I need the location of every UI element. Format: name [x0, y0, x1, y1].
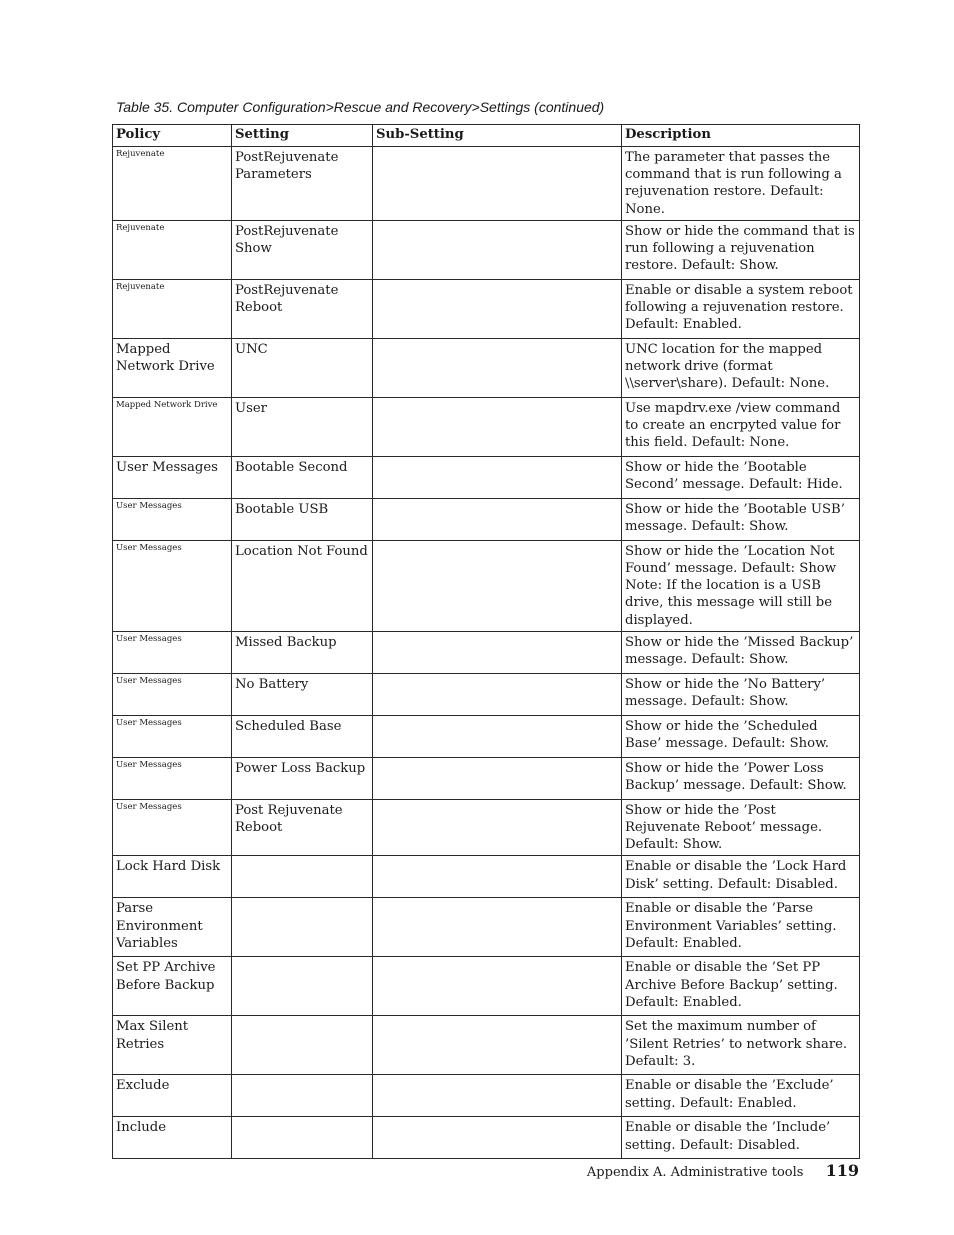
description-cell: Show or hide the ’Bootable USB’ message. Default: Show.: [622, 498, 860, 540]
setting-cell: Bootable USB: [232, 498, 373, 540]
sub-setting-cell: [373, 338, 622, 397]
table-row: [113, 147, 860, 221]
policy-cell: Parse Environment Variables: [113, 898, 232, 957]
sub-setting-cell: [373, 856, 622, 898]
policy-cell: User Messages: [113, 799, 232, 856]
setting-cell: [232, 856, 373, 898]
sub-setting-cell: [373, 540, 622, 631]
column-header-description: Description: [622, 125, 860, 147]
sub-setting-cell: [373, 147, 622, 221]
description-cell: Use mapdrv.exe /view command to create an encrpyted value for this field. Default: None.: [622, 397, 860, 456]
setting-cell: Post Rejuvenate Reboot: [232, 799, 373, 856]
policy-table: [112, 124, 860, 1159]
policy-cell: User Messages: [113, 540, 232, 631]
setting-cell: [232, 898, 373, 957]
description-cell: UNC location for the mapped network drive (format \\server\share). Default: None.: [622, 338, 860, 397]
column-header-sub-setting: Sub-Setting: [373, 125, 622, 147]
policy-cell: User Messages: [113, 673, 232, 715]
sub-setting-cell: [373, 799, 622, 856]
description-cell: Show or hide the ’No Battery’ message. Default: Show.: [622, 673, 860, 715]
description-cell: Show or hide the ’Location Not Found’ message. Default: Show Note: If the location is a USB drive, this message will still be displayed.: [622, 540, 860, 631]
sub-setting-cell: [373, 673, 622, 715]
policy-cell: User Messages: [113, 456, 232, 498]
setting-cell: UNC: [232, 338, 373, 397]
table-row: [113, 1117, 860, 1159]
description-cell: Show or hide the command that is run following a rejuvenation restore. Default: Show.: [622, 220, 860, 279]
policy-cell: Max Silent Retries: [113, 1016, 232, 1075]
policy-cell: User Messages: [113, 498, 232, 540]
table-header-row: [113, 125, 860, 147]
table-row: [113, 631, 860, 673]
description-cell: Enable or disable the ’Parse Environment Variables’ setting. Default: Enabled.: [622, 898, 860, 957]
description-cell: Enable or disable the ’Exclude’ setting. Default: Enabled.: [622, 1075, 860, 1117]
sub-setting-cell: [373, 456, 622, 498]
description-cell: Enable or disable the ’Include’ setting. Default: Disabled.: [622, 1117, 860, 1159]
policy-cell: Exclude: [113, 1075, 232, 1117]
setting-cell: Location Not Found: [232, 540, 373, 631]
table-row: [113, 1075, 860, 1117]
description-cell: Enable or disable the ’Set PP Archive Before Backup’ setting. Default: Enabled.: [622, 957, 860, 1016]
sub-setting-cell: [373, 757, 622, 799]
setting-cell: [232, 1016, 373, 1075]
table-row: [113, 799, 860, 856]
sub-setting-cell: [373, 498, 622, 540]
page-number: 119: [825, 1161, 859, 1180]
setting-cell: PostRejuvenate Reboot: [232, 279, 373, 338]
sub-setting-cell: [373, 1117, 622, 1159]
table-row: [113, 898, 860, 957]
policy-cell: User Messages: [113, 757, 232, 799]
setting-cell: No Battery: [232, 673, 373, 715]
footer-section-title: Appendix A. Administrative tools: [586, 1165, 804, 1180]
description-cell: Set the maximum number of ’Silent Retries’ to network share. Default: 3.: [622, 1016, 860, 1075]
setting-cell: PostRejuvenate Parameters: [232, 147, 373, 221]
table-row: [113, 856, 860, 898]
table-row: [113, 673, 860, 715]
table-row: [113, 757, 860, 799]
policy-cell: User Messages: [113, 631, 232, 673]
table-row: [113, 1016, 860, 1075]
setting-cell: [232, 1117, 373, 1159]
policy-cell: Mapped Network Drive: [113, 397, 232, 456]
sub-setting-cell: [373, 220, 622, 279]
table-row: [113, 540, 860, 631]
setting-cell: Power Loss Backup: [232, 757, 373, 799]
description-cell: Show or hide the ’Missed Backup’ message. Default: Show.: [622, 631, 860, 673]
table-row: [113, 498, 860, 540]
description-cell: Show or hide the ’Bootable Second’ message. Default: Hide.: [622, 456, 860, 498]
sub-setting-cell: [373, 1016, 622, 1075]
table-row: [113, 957, 860, 1016]
table-row: [113, 715, 860, 757]
column-header-policy: Policy: [113, 125, 232, 147]
sub-setting-cell: [373, 631, 622, 673]
table-caption: Table 35. Computer Configuration>Rescue and Recovery>Settings (continued): [116, 99, 605, 115]
setting-cell: PostRejuvenate Show: [232, 220, 373, 279]
sub-setting-cell: [373, 1075, 622, 1117]
table-row: [113, 338, 860, 397]
description-cell: Show or hide the ’Power Loss Backup’ message. Default: Show.: [622, 757, 860, 799]
policy-cell: Include: [113, 1117, 232, 1159]
sub-setting-cell: [373, 957, 622, 1016]
setting-cell: Bootable Second: [232, 456, 373, 498]
description-cell: Enable or disable the ’Lock Hard Disk’ setting. Default: Disabled.: [622, 856, 860, 898]
description-cell: Show or hide the ’Post Rejuvenate Reboot’ message. Default: Show.: [622, 799, 860, 856]
sub-setting-cell: [373, 715, 622, 757]
policy-cell: Set PP Archive Before Backup: [113, 957, 232, 1016]
page-footer: [587, 1161, 859, 1180]
sub-setting-cell: [373, 279, 622, 338]
policy-cell: Mapped Network Drive: [113, 338, 232, 397]
setting-cell: Scheduled Base: [232, 715, 373, 757]
policy-cell: Lock Hard Disk: [113, 856, 232, 898]
column-header-setting: Setting: [232, 125, 373, 147]
policy-cell: Rejuvenate: [113, 279, 232, 338]
table-row: [113, 279, 860, 338]
table-row: [113, 456, 860, 498]
description-cell: Show or hide the ’Scheduled Base’ message. Default: Show.: [622, 715, 860, 757]
policy-cell: Rejuvenate: [113, 147, 232, 221]
setting-cell: User: [232, 397, 373, 456]
setting-cell: [232, 1075, 373, 1117]
policy-cell: User Messages: [113, 715, 232, 757]
table-row: [113, 220, 860, 279]
table-row: [113, 397, 860, 456]
sub-setting-cell: [373, 397, 622, 456]
description-cell: The parameter that passes the command that is run following a rejuvenation restore. Default: None.: [622, 147, 860, 221]
setting-cell: [232, 957, 373, 1016]
policy-cell: Rejuvenate: [113, 220, 232, 279]
description-cell: Enable or disable a system reboot following a rejuvenation restore. Default: Enabled.: [622, 279, 860, 338]
setting-cell: Missed Backup: [232, 631, 373, 673]
sub-setting-cell: [373, 898, 622, 957]
